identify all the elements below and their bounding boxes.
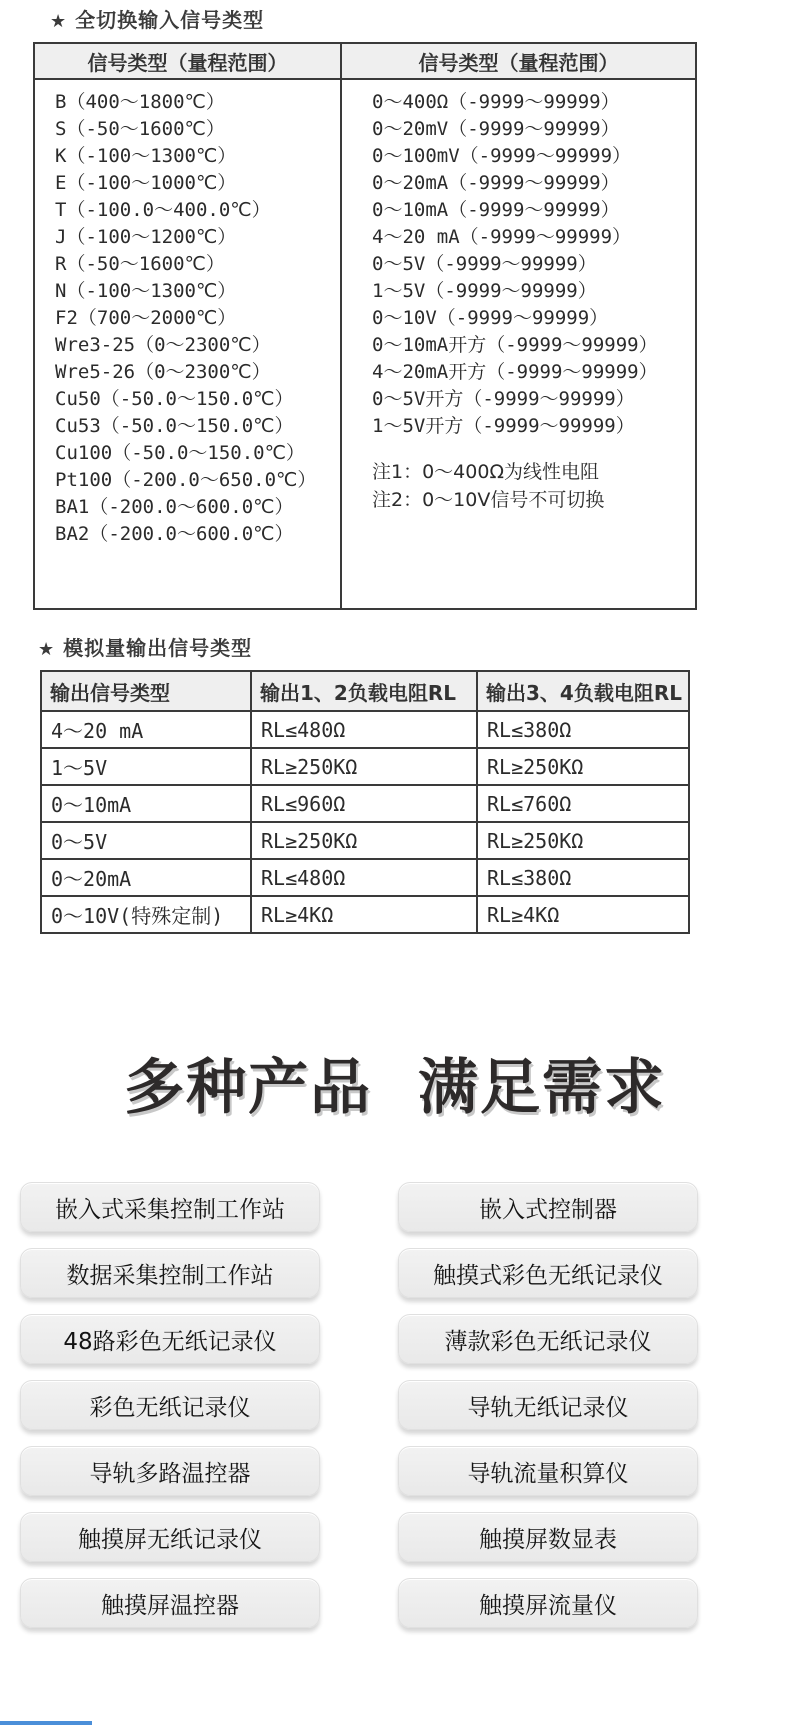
table-row — [41, 859, 689, 896]
signal-row: 4～20 mA（-9999～99999） — [372, 226, 632, 248]
output-header-rl12: 输出1、2负载电阻RL — [251, 671, 477, 711]
rl12-cell: RL≥250KΩ — [251, 822, 477, 859]
signal-row: Cu53（-50.0～150.0℃） — [55, 415, 294, 437]
rl12-cell: RL≤960Ω — [251, 785, 477, 822]
table-row — [41, 822, 689, 859]
signal-row: Wre5-26（0～2300℃） — [55, 361, 271, 383]
signal-row: E（-100～1000℃） — [55, 172, 237, 194]
signal-row: Cu100（-50.0～150.0℃） — [55, 442, 305, 464]
product-button-touchscreen-paperless-recorder[interactable]: 触摸屏无纸记录仪 — [20, 1512, 320, 1562]
signal-row: 4～20mA开方（-9999～99999） — [372, 361, 658, 383]
section-title-input-signals — [50, 4, 264, 33]
rl34-cell: RL≤380Ω — [477, 711, 689, 748]
product-button-touchscreen-digital-display[interactable]: 触摸屏数显表 — [398, 1512, 698, 1562]
section-title-output-signals — [38, 632, 252, 661]
output-signal-table — [40, 670, 690, 934]
output-type-cell: 0～10V(特殊定制) — [41, 896, 251, 933]
input-signal-table — [33, 42, 697, 610]
table-row — [41, 785, 689, 822]
section-title-input-text: 全切换输入信号类型 — [75, 8, 265, 32]
signal-row: 0～400Ω（-9999～99999） — [372, 91, 620, 113]
bottom-accent-bar — [0, 1721, 92, 1725]
output-type-cell: 0～10mA — [41, 785, 251, 822]
rl34-cell: RL≥250KΩ — [477, 748, 689, 785]
signal-row: BA1（-200.0～600.0℃） — [55, 496, 294, 518]
rl12-cell: RL≥4KΩ — [251, 896, 477, 933]
input-table-header-right: 信号类型（量程范围） — [341, 43, 696, 79]
product-button-din-rail-multi-temp-controller[interactable]: 导轨多路温控器 — [20, 1446, 320, 1496]
signal-row: BA2（-200.0～600.0℃） — [55, 523, 294, 545]
rl12-cell: RL≤480Ω — [251, 711, 477, 748]
input-table-header-left: 信号类型（量程范围） — [34, 43, 341, 79]
signal-row: J（-100～1200℃） — [55, 226, 237, 248]
note-line: 注2：0～10V信号不可切换 — [372, 489, 605, 511]
table-notes — [372, 458, 691, 514]
signal-row: 0～10mA开方（-9999～99999） — [372, 334, 658, 356]
output-type-cell: 0～20mA — [41, 859, 251, 896]
signal-row: 0～5V开方（-9999～99999） — [372, 388, 635, 410]
product-button-touch-color-paperless-recorder[interactable]: 触摸式彩色无纸记录仪 — [398, 1248, 698, 1298]
rl34-cell: RL≤760Ω — [477, 785, 689, 822]
product-button-touchscreen-flow-meter[interactable]: 触摸屏流量仪 — [398, 1578, 698, 1628]
signal-row: Pt100（-200.0～650.0℃） — [55, 469, 317, 491]
signal-row: Wre3-25（0～2300℃） — [55, 334, 271, 356]
input-table-header-row — [34, 43, 696, 79]
signal-row: 0～10V（-9999～99999） — [372, 307, 609, 329]
output-type-cell: 1～5V — [41, 748, 251, 785]
signal-row: 0～10mA（-9999～99999） — [372, 199, 620, 221]
output-type-cell: 0～5V — [41, 822, 251, 859]
product-button-48ch-color-paperless-recorder[interactable]: 48路彩色无纸记录仪 — [20, 1314, 320, 1364]
signal-row: 0～5V（-9999～99999） — [372, 253, 597, 275]
table-row — [41, 896, 689, 933]
signal-row: K（-100～1300℃） — [55, 145, 237, 167]
rl12-cell: RL≥250KΩ — [251, 748, 477, 785]
star-icon: ★ — [38, 639, 56, 660]
rl34-cell: RL≥4KΩ — [477, 896, 689, 933]
signal-row: R（-50～1600℃） — [55, 253, 225, 275]
rl12-cell: RL≤480Ω — [251, 859, 477, 896]
signal-row: T（-100.0～400.0℃） — [55, 199, 271, 221]
product-button-touchscreen-temp-controller[interactable]: 触摸屏温控器 — [20, 1578, 320, 1628]
signal-row: 1～5V（-9999～99999） — [372, 280, 597, 302]
input-table-body-row — [34, 79, 696, 609]
note-line: 注1：0～400Ω为线性电阻 — [372, 461, 599, 483]
table-row — [41, 711, 689, 748]
product-button-din-rail-flow-totalizer[interactable]: 导轨流量积算仪 — [398, 1446, 698, 1496]
product-button-data-acquisition-workstation[interactable]: 数据采集控制工作站 — [20, 1248, 320, 1298]
output-table-header-row — [41, 671, 689, 711]
rl34-cell: RL≥250KΩ — [477, 822, 689, 859]
rl34-cell: RL≤380Ω — [477, 859, 689, 896]
products-heading: 多种产品 满足需求 — [124, 1053, 666, 1123]
signal-row: 0～100mV（-9999～99999） — [372, 145, 632, 167]
product-button-embedded-acquisition-workstation[interactable]: 嵌入式采集控制工作站 — [20, 1182, 320, 1232]
signal-row: F2（700～2000℃） — [55, 307, 237, 329]
output-header-rl34: 输出3、4负载电阻RL — [477, 671, 689, 711]
signal-row: B（400～1800℃） — [55, 91, 225, 113]
product-button-slim-color-paperless-recorder[interactable]: 薄款彩色无纸记录仪 — [398, 1314, 698, 1364]
products-grid — [20, 1182, 698, 1628]
input-table-left-cell — [34, 79, 341, 609]
signal-row: 0～20mA（-9999～99999） — [372, 172, 620, 194]
product-button-color-paperless-recorder[interactable]: 彩色无纸记录仪 — [20, 1380, 320, 1430]
output-header-type: 输出信号类型 — [41, 671, 251, 711]
product-button-din-rail-paperless-recorder[interactable]: 导轨无纸记录仪 — [398, 1380, 698, 1430]
signal-row: Cu50（-50.0～150.0℃） — [55, 388, 294, 410]
signal-row: S（-50～1600℃） — [55, 118, 225, 140]
signal-row: 1～5V开方（-9999～99999） — [372, 415, 635, 437]
signal-row: N（-100～1300℃） — [55, 280, 237, 302]
output-type-cell: 4～20 mA — [41, 711, 251, 748]
signal-row: 0～20mV（-9999～99999） — [372, 118, 620, 140]
section-title-output-text: 模拟量输出信号类型 — [63, 636, 253, 660]
table-row — [41, 748, 689, 785]
star-icon: ★ — [50, 11, 68, 32]
product-button-embedded-controller[interactable]: 嵌入式控制器 — [398, 1182, 698, 1232]
input-table-right-cell — [341, 79, 696, 609]
